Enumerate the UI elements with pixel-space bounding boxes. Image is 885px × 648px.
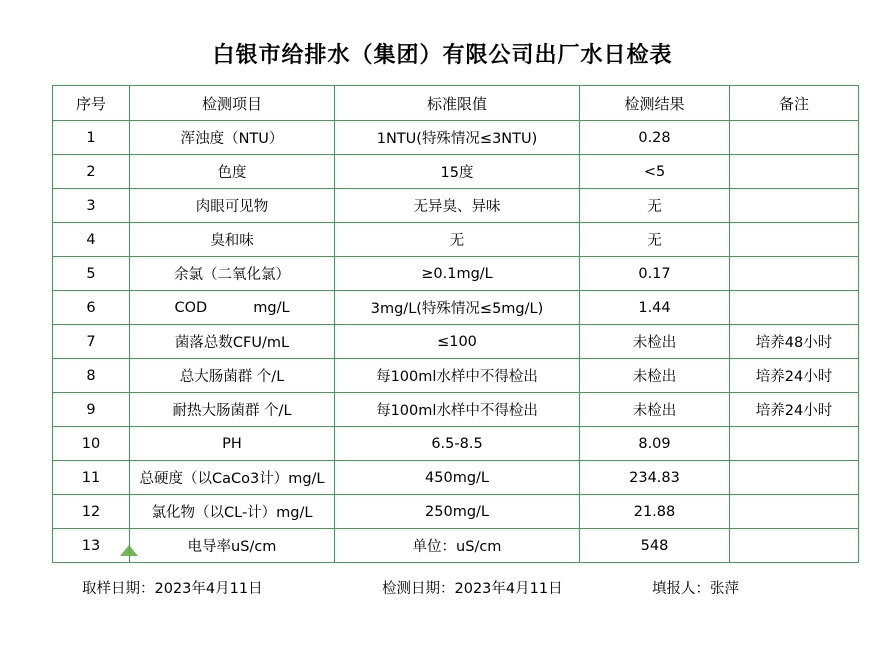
cell-no: 5 — [53, 257, 130, 291]
cell-no: 4 — [53, 223, 130, 257]
cell-result: 548 — [580, 529, 730, 563]
cell-note: 培养24小时 — [730, 393, 859, 427]
cell-item: 色度 — [130, 155, 335, 189]
page-title: 白银市给排水（集团）有限公司出厂水日检表 — [212, 42, 673, 68]
cell-std: ≥0.1mg/L — [335, 257, 580, 291]
cell-item: 总大肠菌群 个/L — [130, 359, 335, 393]
cell-item: 浑浊度（NTU） — [130, 121, 335, 155]
reporter-name: 填报人：张萍 — [652, 581, 739, 597]
table-row — [53, 427, 859, 461]
cell-item: 耐热大肠菌群 个/L — [130, 393, 335, 427]
cell-std: 无 — [335, 223, 580, 257]
cell-std: ≤100 — [335, 325, 580, 359]
column-header-note: 备注 — [730, 86, 859, 121]
cell-no: 11 — [53, 461, 130, 495]
cell-note — [730, 189, 859, 223]
cell-result: 未检出 — [580, 393, 730, 427]
cell-item: 肉眼可见物 — [130, 189, 335, 223]
water-quality-table — [52, 85, 859, 563]
cell-result: <5 — [580, 155, 730, 189]
table-row — [53, 257, 859, 291]
table-row — [53, 189, 859, 223]
cell-result: 21.88 — [580, 495, 730, 529]
cell-std: 每100ml水样中不得检出 — [335, 359, 580, 393]
cell-result: 无 — [580, 189, 730, 223]
column-header-result: 检测结果 — [580, 86, 730, 121]
cell-note — [730, 155, 859, 189]
cell-note: 培养24小时 — [730, 359, 859, 393]
page-corner-marker — [120, 545, 138, 556]
column-header-no: 序号 — [53, 86, 130, 121]
cell-note: 培养48小时 — [730, 325, 859, 359]
cell-note — [730, 223, 859, 257]
sampling-date: 取样日期：2023年4月11日 — [82, 581, 263, 597]
table-row — [53, 155, 859, 189]
cell-item — [130, 291, 335, 325]
table-row — [53, 291, 859, 325]
cell-no: 2 — [53, 155, 130, 189]
column-header-std: 标准限值 — [335, 86, 580, 121]
table-row — [53, 529, 859, 563]
table-row — [53, 393, 859, 427]
cell-result: 234.83 — [580, 461, 730, 495]
cell-item: 总硬度（以CaCo3计）mg/L — [130, 461, 335, 495]
cell-item: 余氯（二氧化氯） — [130, 257, 335, 291]
cell-note — [730, 427, 859, 461]
cell-note — [730, 461, 859, 495]
table-container — [0, 85, 885, 563]
cell-result: 8.09 — [580, 427, 730, 461]
cell-note — [730, 121, 859, 155]
cell-std: 15度 — [335, 155, 580, 189]
table-row — [53, 121, 859, 155]
cell-std: 450mg/L — [335, 461, 580, 495]
cell-no: 6 — [53, 291, 130, 325]
cell-note — [730, 529, 859, 563]
table-header — [53, 86, 859, 121]
cell-item: 电导率uS/cm — [130, 529, 335, 563]
cell-item: 菌落总数CFU/mL — [130, 325, 335, 359]
cell-no: 10 — [53, 427, 130, 461]
cell-item: 氯化物（以CL-计）mg/L — [130, 495, 335, 529]
cell-no: 3 — [53, 189, 130, 223]
cell-no: 13 — [53, 529, 130, 563]
cell-result: 0.28 — [580, 121, 730, 155]
cell-no: 12 — [53, 495, 130, 529]
column-header-item: 检测项目 — [130, 86, 335, 121]
cell-item: 臭和味 — [130, 223, 335, 257]
table-body — [53, 121, 859, 563]
table-row — [53, 325, 859, 359]
cell-no: 1 — [53, 121, 130, 155]
cell-std: 3mg/L(特殊情况≤5mg/L) — [335, 291, 580, 325]
table-row — [53, 495, 859, 529]
report-footer — [0, 577, 885, 598]
cell-result: 无 — [580, 223, 730, 257]
cell-item-text: COD mg/L — [174, 299, 290, 316]
cell-note — [730, 495, 859, 529]
cell-no: 7 — [53, 325, 130, 359]
cell-result: 0.17 — [580, 257, 730, 291]
cell-std: 1NTU(特殊情况≤3NTU) — [335, 121, 580, 155]
cell-result: 未检出 — [580, 325, 730, 359]
cell-note — [730, 257, 859, 291]
cell-std: 6.5-8.5 — [335, 427, 580, 461]
table-row — [53, 461, 859, 495]
table-row — [53, 223, 859, 257]
cell-result: 1.44 — [580, 291, 730, 325]
cell-result: 未检出 — [580, 359, 730, 393]
cell-std: 无异臭、异味 — [335, 189, 580, 223]
cell-note — [730, 291, 859, 325]
cell-std: 250mg/L — [335, 495, 580, 529]
test-date: 检测日期：2023年4月11日 — [382, 581, 563, 597]
cell-std: 单位：uS/cm — [335, 529, 580, 563]
cell-no: 8 — [53, 359, 130, 393]
cell-std: 每100ml水样中不得检出 — [335, 393, 580, 427]
table-row — [53, 359, 859, 393]
cell-no: 9 — [53, 393, 130, 427]
cell-item: PH — [130, 427, 335, 461]
table-header-row — [53, 86, 859, 121]
